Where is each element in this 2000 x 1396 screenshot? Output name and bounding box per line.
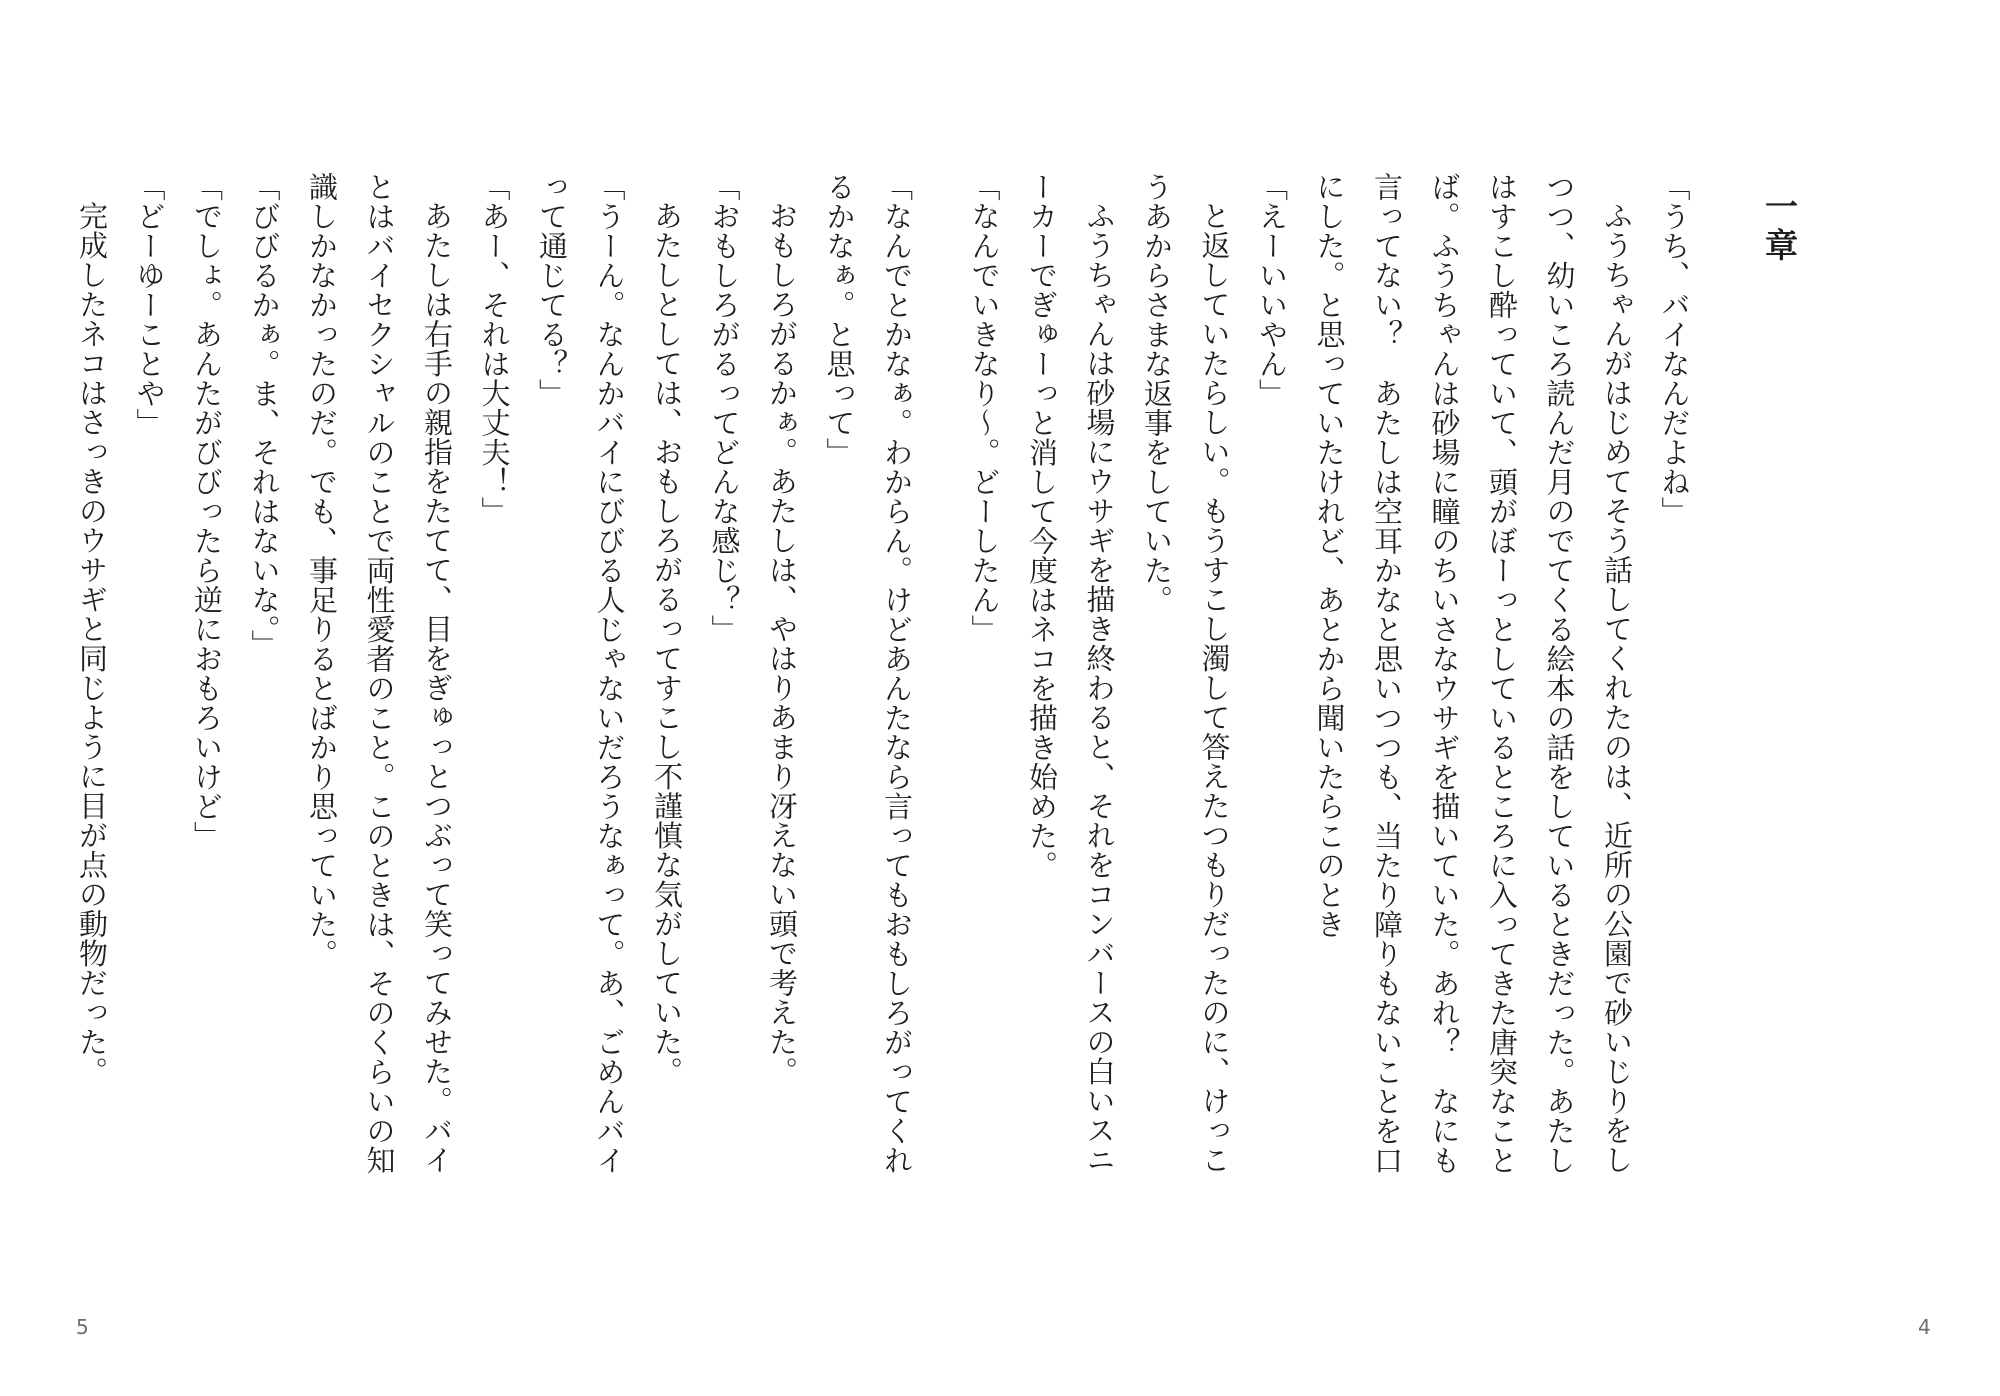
text-line: ーカーでぎゅーっと消して今度はネコを描き始めた。	[1025, 172, 1059, 880]
text-line: ふうちゃんがはじめてそう話してくれたのは、近所の公園で砂いじりをし	[1600, 201, 1634, 1175]
text-line: あたしは右手の親指をたてて、目をぎゅっとつぶって笑ってみせた。バイ	[420, 201, 454, 1175]
text-line: と返していたらしい。もうすこし濁して答えたつもりだったのに、けっこ	[1197, 201, 1232, 1175]
page-number: 5	[76, 1315, 89, 1339]
text-line: はすこし酔っていて、頭がぼーっとしているところに入ってきた唐突なこと	[1485, 172, 1519, 1175]
left-page-text	[63, 172, 926, 1322]
text-line: 完成したネコはさっきのウサギと同じように目が点の動物だった。	[75, 201, 109, 1086]
text-line: ふうちゃんは砂場にウサギを描き終わると、それをコンバースの白いスニ	[1082, 201, 1117, 1175]
text-line: 言ってない？ あたしは空耳かなと思いつつも、当たり障りもないことを口	[1370, 172, 1404, 1175]
text-line: 「あー、それは大丈夫！」	[477, 172, 512, 526]
text-line: うあからさまな返事をしていた。	[1140, 172, 1174, 615]
text-line: 「うーん。なんかバイにびびる人じゃないだろうなぁって。あ、ごめんバイ	[592, 172, 627, 1175]
text-line: 「おもしろがるってどんな感じ？」	[707, 172, 742, 644]
text-line: 識しかなかったのだ。でも、事足りるとばかり思っていた。	[305, 172, 339, 969]
text-line: 「なんでとかなぁ。わからん。けどあんたなら言ってもおもしろがってくれ	[880, 172, 914, 1175]
text-line: にした。と思っていたけれど、あとから聞いたらこのとき	[1312, 172, 1347, 939]
text-line: 「えーいいやん」	[1255, 172, 1289, 408]
right-page-text	[955, 172, 1808, 1322]
text-line: 「でしょ。あんたがびびったら逆におもろいけど」	[190, 172, 224, 851]
chapter-title: 一章	[1760, 188, 1799, 267]
text-line: おもしろがるかぁ。あたしは、やはりあまり冴えない頭で考えた。	[765, 201, 799, 1086]
text-line: つつ、幼いころ読んだ月のでてくる絵本の話をしているときだった。あたし	[1542, 172, 1577, 1175]
right-page	[967, 0, 2000, 1396]
page-number: 4	[1918, 1315, 1931, 1339]
text-line: 「どーゆーことや」	[132, 172, 167, 438]
text-line: ば。ふうちゃんは砂場に瞳のちいさなウサギを描いていた。あれ？ なにも	[1427, 172, 1462, 1175]
text-line: るかなぁ。と思って」	[822, 172, 857, 467]
text-line: 「うち、バイなんだよね」	[1657, 172, 1692, 526]
text-line: 「びびるかぁ。ま、それはないな。」	[247, 172, 282, 659]
text-line: あたしとしては、おもしろがるってすこし不謹慎な気がしていた。	[650, 201, 684, 1086]
text-line: って通じてる？」	[535, 172, 569, 408]
text-line: 「なんでいきなり〜。どーしたん」	[967, 172, 1002, 644]
text-line: とはバイセクシャルのことで両性愛者のこと。このときは、そのくらいの知	[362, 172, 397, 1175]
